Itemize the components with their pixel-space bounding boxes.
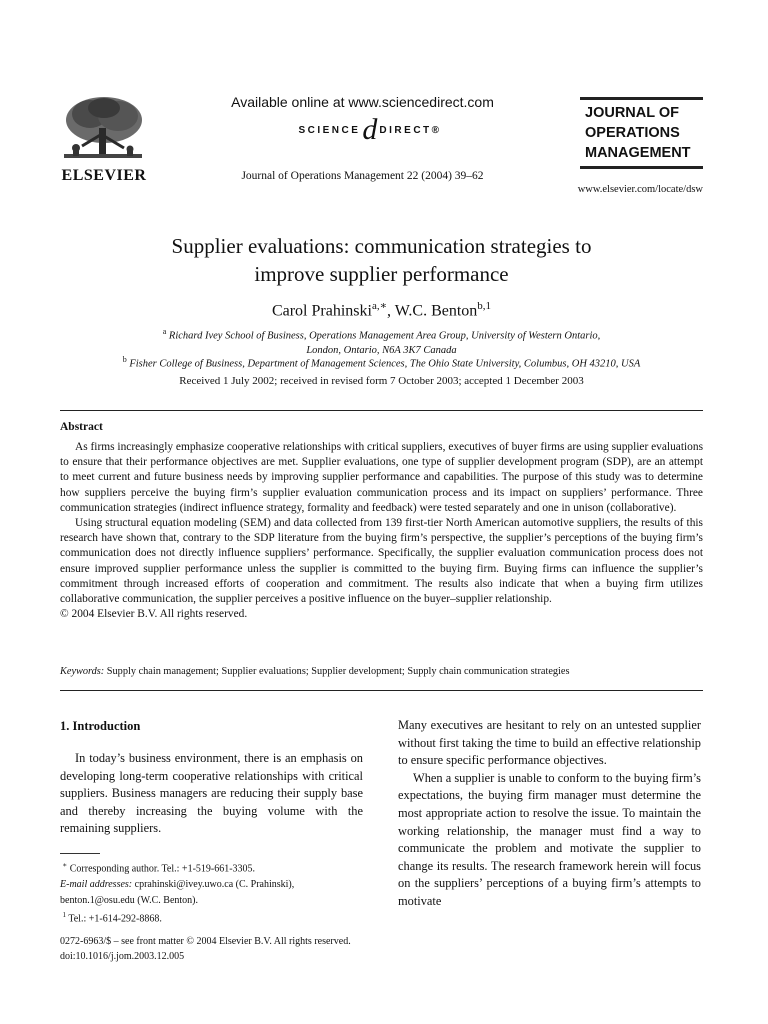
abstract-paragraph-2: Using structural equation modeling (SEM) and data collected from 139 first-tier North American automotive suppliers, the results of this research have shown that, contrary to the SDP literature from the buying firm’s perspective, the supplier’s perceptions of the buying firm’s communication does not directly influence suppliers’ performance. Specifically, the supplier evaluation communication process does not ensure improved supplier performance unless the supplier is committed to the buying firm. Buying firms can influence the supplier’s commitment through increased efforts of cooperation and commitment. The results also indicate that when a buying firm utilizes collaborative communication, the supplier perceives a positive influence on the buyer–supplier relationship.: [60, 517, 703, 606]
title-line-2: improve supplier performance: [254, 262, 509, 286]
journal-citation: Journal of Operations Management 22 (2004) 39–62: [241, 170, 484, 182]
sd-at-icon: d: [362, 113, 378, 146]
footnote-1-mark: 1: [62, 911, 66, 920]
journal-logo-line1: JOURNAL OF: [585, 105, 679, 121]
abstract-body: [60, 440, 703, 622]
sciencedirect-logo: [280, 114, 460, 146]
intro-paragraph-1: In today’s business environment, there is an emphasis on developing long-term cooperative relationships with critical suppliers. Business managers are reducing their supply base and thereby increasing the buying volume with the remaining suppliers.: [60, 751, 363, 836]
footnote-rule: [60, 853, 100, 854]
email-label: E-mail addresses:: [60, 878, 133, 890]
journal-logo-line3: MANAGEMENT: [585, 145, 691, 161]
author-list: [60, 299, 703, 320]
journal-logo: [580, 97, 703, 169]
received-dates: Received 1 July 2002; received in revised form 7 October 2003; accepted 1 December 2003: [179, 375, 584, 387]
keywords: [60, 666, 703, 677]
intro-paragraph-2: Many executives are hesitant to rely on an untested supplier without first taking the time to build an effective relationship to ensure specific performance objectives.: [398, 718, 701, 768]
body-column-right: [398, 717, 701, 911]
affil-a-line2: London, Ontario, N6A 3K7 Canada: [306, 344, 457, 356]
available-online-text: Available online at www.sciencedirect.com: [231, 94, 494, 110]
sd-left-word: SCIENCE: [298, 124, 361, 136]
journal-url[interactable]: www.elsevier.com/locate/dsw: [577, 184, 703, 195]
divider-bottom: [60, 690, 703, 691]
keywords-list: Supply chain management; Supplier evaluations; Supplier development; Supply chain communication strategies: [104, 666, 570, 677]
affil-a-line1: Richard Ivey School of Business, Operations Management Area Group, University of Western Ontario,: [168, 330, 601, 342]
footnote-corresponding: Corresponding author. Tel.: +1-519-661-3305.: [67, 863, 256, 875]
publisher-name: ELSEVIER: [61, 167, 147, 184]
title-line-1: Supplier evaluations: communication strategies to: [171, 234, 592, 258]
divider-top: [60, 410, 703, 411]
elsevier-tree-logo: [60, 94, 146, 162]
body-column-left: [60, 750, 363, 838]
author-2: W.C. Benton: [394, 302, 478, 320]
footnote-star-mark: ∗: [62, 861, 68, 869]
abstract-paragraph-1: As firms increasingly emphasize cooperative relationships with critical suppliers, executives of buyer firms are using supplier evaluations to ensure that their performance objectives are met. Supplier evaluations, one type of supplier development program (SDP), are an attempt to meet current and future business needs by improving supplier performance and capabilities. The purpose of this study was to determine how suppliers perceive the buying firm’s supplier evaluation communication process and its impact on suppliers’ performance. Three communication strategies (indirect influence strategy, formality and feedback) were tested separately and one in unison (collaborative).: [60, 441, 703, 514]
author-1-affil[interactable]: a,∗: [371, 300, 388, 312]
paper-title: [60, 232, 703, 288]
sd-right-word: DIRECT®: [379, 124, 442, 136]
issn-line: 0272-6963/$ – see front matter © 2004 Elsevier B.V. All rights reserved.: [60, 936, 351, 947]
footnotes: [60, 858, 365, 927]
author-separator: ,: [387, 302, 395, 320]
journal-logo-line2: OPERATIONS: [585, 125, 680, 141]
affil-b-mark: b: [122, 355, 127, 364]
affil-b-line1: Fisher College of Business, Department of Management Sciences, The Ohio State University, Columbus, OH 43210, USA: [129, 358, 641, 370]
abstract-copyright: © 2004 Elsevier B.V. All rights reserved.: [60, 608, 248, 621]
affiliation-b: [60, 353, 703, 372]
affil-a-mark: a: [162, 327, 167, 336]
email-2[interactable]: benton.1@osu.edu (W.C. Benton).: [60, 894, 198, 906]
section-heading-introduction: 1. Introduction: [60, 719, 141, 733]
intro-paragraph-3: When a supplier is unable to conform to the buying firm’s expectations, the buying firm manager must determine the most appropriate action to resolve the issue. To maintain the working relationship, the manager must find a way to communicate the problem and motivate the supplier to change its results. The research framework herein will focus on the suppliers’ perceptions of a buying firm’s attempts to motivate: [398, 770, 701, 908]
keywords-label: Keywords:: [60, 666, 105, 677]
author-2-affil[interactable]: b,1: [477, 300, 492, 312]
email-1[interactable]: cprahinski@ivey.uwo.ca (C. Prahinski),: [132, 878, 295, 890]
abstract-heading: Abstract: [60, 421, 103, 433]
front-matter: [60, 934, 480, 965]
footnote-1: Tel.: +1-614-292-8868.: [66, 913, 162, 925]
doi-line[interactable]: doi:10.1016/j.jom.2003.12.005: [60, 951, 185, 963]
author-1: Carol Prahinski: [271, 302, 372, 320]
